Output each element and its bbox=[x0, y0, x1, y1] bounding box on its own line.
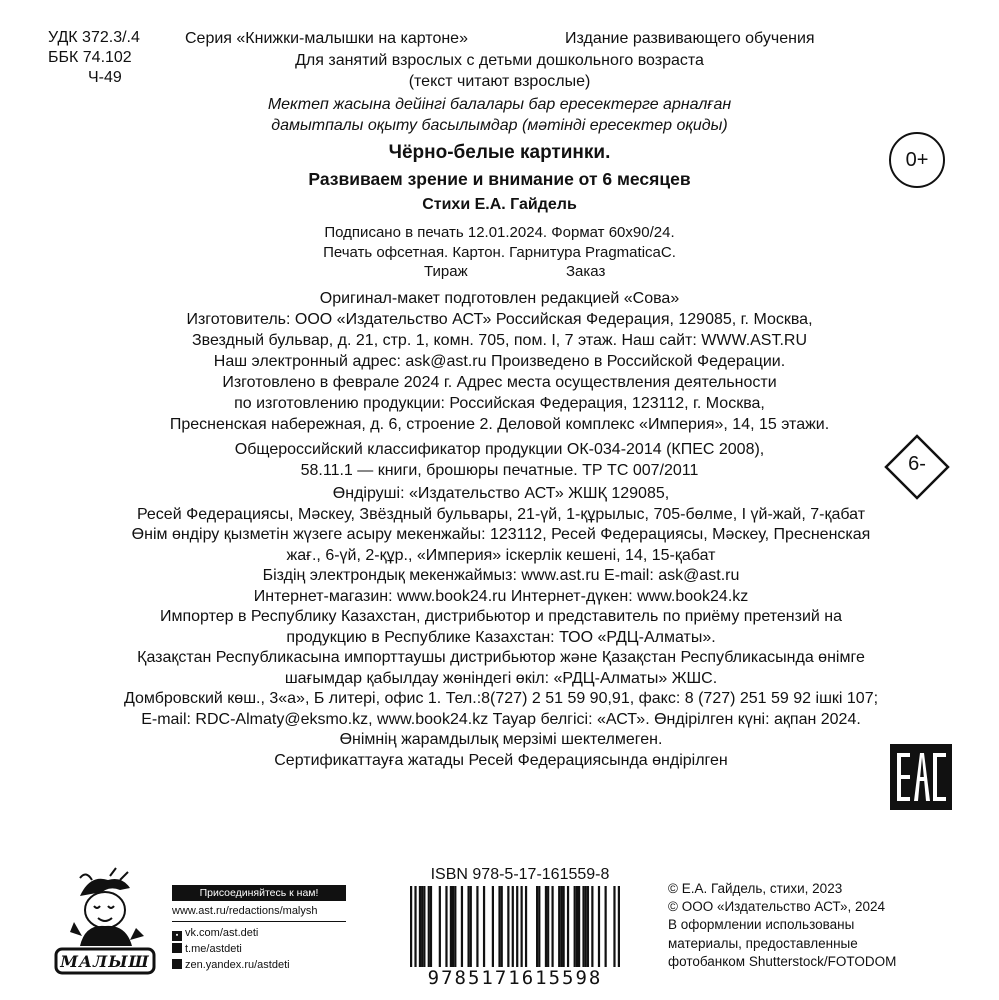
barcode-bar bbox=[576, 886, 578, 968]
series-line: Серия «Книжки-малышки на картоне» bbox=[185, 30, 468, 47]
audience-line-1: Для занятий взрослых с детьми дошкольного возраста bbox=[295, 52, 704, 69]
kz-line-10: шағымдар қабылдау жөніндегі өкіл: «РДЦ-Алматы» ЖШС. bbox=[284, 669, 718, 687]
print-info-2: Печать офсетная. Картон. Гарнитура PragmaticaC. bbox=[323, 244, 676, 261]
barcode-bar bbox=[498, 886, 500, 968]
social-vk[interactable] bbox=[172, 925, 290, 941]
barcode-bar bbox=[423, 886, 425, 968]
barcode-bar bbox=[410, 886, 412, 968]
vk-link: vk.com/ast.deti bbox=[185, 927, 259, 939]
telegram-link: t.me/astdeti bbox=[185, 943, 242, 955]
barcode-bar bbox=[507, 886, 509, 968]
book-author: Стихи Е.А. Гайдель bbox=[422, 196, 577, 213]
social-links bbox=[172, 925, 290, 973]
barcode bbox=[410, 886, 620, 968]
kz-line-12: E-mail: RDC-Almaty@eksmo.kz, www.book24.kz Тауар белгісі: «АСТ». Өндірілген күні: ақпан 2024. bbox=[141, 710, 861, 728]
copyright-block bbox=[668, 880, 896, 971]
barcode-bar bbox=[470, 886, 472, 968]
barcode-bar bbox=[598, 886, 600, 968]
barcode-bar bbox=[525, 886, 527, 968]
kz-line-11: Домбровский көш., 3«а», Б литері, офис 1. Тел.:8(727) 2 51 59 90,91, факс: 8 (727) 251 59 92 ішкі 107; bbox=[123, 690, 879, 707]
eac-mark bbox=[890, 744, 952, 810]
barcode-bar bbox=[430, 886, 432, 968]
barcode-bar bbox=[414, 886, 416, 968]
zakaz-label: Заказ bbox=[566, 263, 606, 280]
barcode-bar bbox=[492, 886, 494, 968]
barcode-bar bbox=[445, 886, 447, 968]
barcode-bar bbox=[585, 886, 587, 968]
publisher-info-5: Изготовлено в феврале 2024 г. Адрес места осуществления деятельности bbox=[222, 374, 777, 391]
barcode-bar bbox=[567, 886, 569, 968]
barcode-bar bbox=[501, 886, 503, 968]
kz-line-1: Өндіруші: «Издательство АСТ» ЖШҚ 129085, bbox=[332, 485, 670, 502]
publisher-info-1: Оригинал-макет подготовлен редакцией «Сова» bbox=[319, 290, 680, 307]
barcode-bar bbox=[483, 886, 485, 968]
social-telegram[interactable] bbox=[172, 941, 290, 957]
kz-line-8: продукцию в Республике Казахстан: ТОО «РДЦ-Алматы». bbox=[286, 628, 716, 646]
copyright-line-3: В оформлении использованы bbox=[668, 917, 855, 933]
audience-line-2: (текст читают взрослые) bbox=[408, 73, 591, 90]
udk-code: УДК 372.3/.4 bbox=[48, 29, 140, 46]
barcode-bar bbox=[521, 886, 523, 968]
age-diamond-badge bbox=[883, 433, 951, 501]
barcode-bar bbox=[450, 886, 452, 968]
barcode-bar bbox=[476, 886, 478, 968]
kz-line-13: Өнімнің жарамдылық мерзімі шектелмеген. bbox=[339, 731, 663, 748]
age-diamond-text: 6- bbox=[908, 453, 926, 475]
publisher-info-3: Звездный бульвар, д. 21, стр. 1, комн. 705, пом. I, 7 этаж. Наш сайт: WWW.AST.RU bbox=[191, 332, 808, 349]
copyright-line-2: © ООО «Издательство АСТ», 2024 bbox=[668, 899, 886, 915]
author-mark: Ч-49 bbox=[88, 69, 122, 86]
barcode-bar bbox=[545, 886, 547, 968]
barcode-bar bbox=[563, 886, 565, 968]
zen-icon bbox=[172, 959, 182, 969]
join-label: Присоединяйтесь к нам! bbox=[199, 887, 319, 899]
tirazh-label: Тираж bbox=[424, 263, 468, 280]
publisher-info-6: по изготовлению продукции: Российская Федерация, 123112, г. Москва, bbox=[234, 395, 765, 412]
edition-type: Издание развивающего обучения bbox=[565, 30, 815, 47]
vk-icon: ▪ bbox=[172, 931, 182, 941]
print-info-1: Подписано в печать 12.01.2024. Формат 60х90/24. bbox=[324, 224, 675, 241]
isbn: ISBN 978-5-17-161559-8 bbox=[430, 866, 610, 883]
barcode-bar bbox=[421, 886, 423, 968]
social-zen[interactable] bbox=[172, 957, 290, 973]
publisher-info-2: Изготовитель: ООО «Издательство АСТ» Российская Федерация, 129085, г. Москва, bbox=[186, 311, 813, 328]
barcode-bar bbox=[560, 886, 562, 968]
barcode-bar bbox=[467, 886, 469, 968]
barcode-bar bbox=[558, 886, 560, 968]
publisher-info-4: Наш электронный адрес: ask@ast.ru Произведено в Российской Федерации. bbox=[213, 353, 786, 370]
barcode-bar bbox=[452, 886, 454, 968]
barcode-bar bbox=[591, 886, 593, 968]
age-rating-badge bbox=[889, 132, 945, 188]
publisher-info-7: Пресненская набережная, д. 6, строение 2. Деловой комплекс «Империя», 14, 15 этажи. bbox=[169, 416, 830, 433]
telegram-icon bbox=[172, 943, 182, 953]
site-link[interactable]: www.ast.ru/redactions/malysh bbox=[172, 905, 318, 917]
kz-line-4: жағ., 6-үй, 2-құр., «Империя» іскерлік кешені, 14, 15-қабат bbox=[286, 546, 716, 564]
barcode-bar bbox=[419, 886, 421, 968]
book-subtitle: Развиваем зрение и внимание от 6 месяцев bbox=[308, 169, 691, 189]
barcode-bar bbox=[587, 886, 589, 968]
age-rating-text: 0+ bbox=[905, 148, 929, 171]
barcode-bar bbox=[512, 886, 514, 968]
malysh-logo bbox=[50, 866, 160, 976]
kz-line-3: Өнім өндіру қызметін жүзеге асыру мекенжайы: 123112, Ресей Федерациясы, Мәскеу, Пресненская bbox=[131, 526, 871, 543]
copyright-line-5: фотобанком Shutterstock/FOTODOM bbox=[668, 953, 897, 969]
site-divider bbox=[172, 921, 346, 922]
barcode-bar bbox=[605, 886, 607, 968]
kz-line-7: Импортер в Республику Казахстан, дистрибьютор и представитель по приёму претензий на bbox=[159, 608, 843, 625]
join-banner bbox=[172, 885, 346, 901]
book-title: Чёрно-белые картинки. bbox=[388, 142, 611, 163]
barcode-bar bbox=[538, 886, 540, 968]
barcode-bar bbox=[454, 886, 456, 968]
kz-line-2: Ресей Федерациясы, Мәскеу, Звёздный бульвары, 21-үй, 1-құрылыс, 705-бөлме, I үй-жай, 7-қабат bbox=[136, 505, 866, 523]
barcode-bar bbox=[461, 886, 463, 968]
audience-kz-line-2: дамытпалы оқыту басылымдар (мәтінді ересектер оқиды) bbox=[271, 117, 728, 134]
barcode-number: 9785171615598 bbox=[408, 967, 622, 989]
barcode-bar bbox=[547, 886, 549, 968]
zen-link: zen.yandex.ru/astdeti bbox=[185, 959, 290, 971]
classifier-line-1: Общероссийский классификатор продукции ОК-034-2014 (КПЕС 2008), bbox=[234, 441, 765, 458]
kz-line-9: Қазақстан Республикасына импорттаушы дистрибьютор және Қазақстан Республикасында өнімге bbox=[137, 649, 865, 666]
barcode-icon bbox=[410, 886, 620, 968]
bbk-code: ББК 74.102 bbox=[48, 49, 132, 66]
barcode-bar bbox=[428, 886, 430, 968]
malysh-logo-text: МАЛЫШ bbox=[60, 952, 150, 971]
barcode-bar bbox=[618, 886, 620, 968]
audience-kz-line-1: Мектеп жасына дейінгі балалары бар ересектерге арналған bbox=[267, 96, 732, 113]
barcode-bar bbox=[439, 886, 441, 968]
copyright-line-4: материалы, предоставленные bbox=[668, 935, 858, 951]
barcode-bar bbox=[582, 886, 584, 968]
classifier-line-2: 58.11.1 — книги, брошюры печатные. ТР ТС 007/2011 bbox=[300, 462, 699, 479]
kz-line-14: Сертификаттауға жатады Ресей Федерациясында өндірілген bbox=[274, 751, 728, 769]
eac-mark-icon bbox=[890, 744, 952, 810]
barcode-bar bbox=[516, 886, 518, 968]
barcode-bar bbox=[613, 886, 615, 968]
barcode-bar bbox=[578, 886, 580, 968]
barcode-bar bbox=[574, 886, 576, 968]
barcode-bar bbox=[551, 886, 553, 968]
barcode-bar bbox=[536, 886, 538, 968]
kz-line-6: Интернет-магазин: www.book24.ru Интернет-дүкен: www.book24.kz bbox=[253, 587, 749, 605]
copyright-line-1: © Е.А. Гайдель, стихи, 2023 bbox=[668, 881, 843, 896]
kz-line-5: Біздің электрондық мекенжаймыз: www.ast.ru E-mail: ask@ast.ru bbox=[262, 567, 740, 584]
